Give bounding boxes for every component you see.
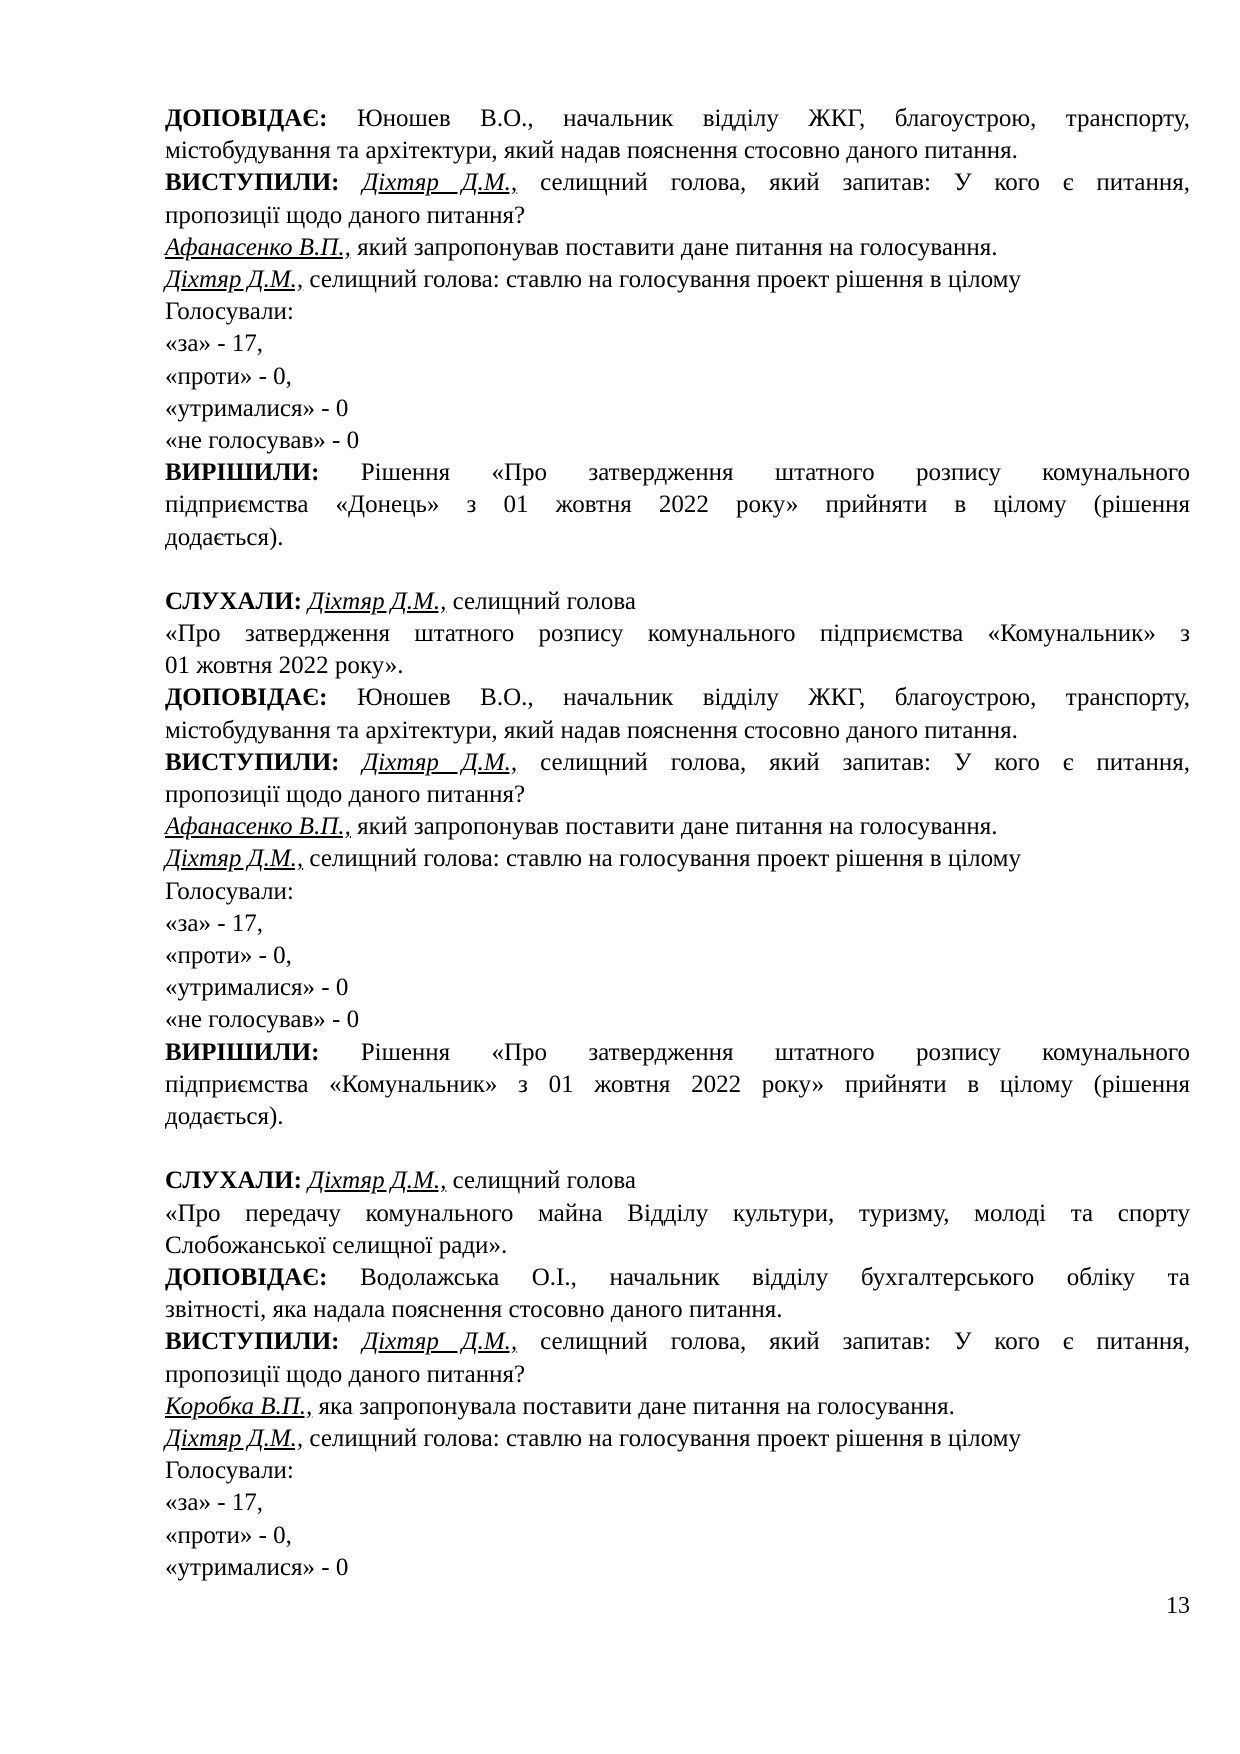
speaker-name: Афанасенко В.П., — [165, 233, 351, 261]
vote-against: «проти» - 0, — [165, 1521, 292, 1549]
speaker-name: Діхтяр Д.М., — [362, 748, 518, 776]
speaker-name: Діхтяр Д.М., — [362, 169, 518, 197]
decision-line: ВИРІШИЛИ: Рішення «Про затвердження штатного розпису комунального — [165, 459, 1190, 487]
speaker-name: Діхтяр Д.М., — [165, 1424, 304, 1452]
voting-heading: Голосували: — [165, 298, 294, 326]
question-line-cont: 01 жовтня 2022 року». — [165, 652, 404, 680]
speakers-line: ВИСТУПИЛИ: Діхтяр Д.М., селищний голова, який запитав: У кого є питання, — [165, 169, 1190, 197]
speaker-name: Діхтяр Д.М., — [165, 266, 304, 294]
vote-against: «проти» - 0, — [165, 362, 292, 390]
vote-abstained: «утрималися» - 0 — [165, 1553, 349, 1581]
speaker-name: Коробка В.П., — [165, 1392, 313, 1420]
question-line-cont: Слобожанської селищної ради». — [165, 1231, 508, 1259]
speaker-name: Діхтяр Д.М., — [362, 1328, 518, 1356]
speakers-line: ВИСТУПИЛИ: Діхтяр Д.М., селищний голова, який запитав: У кого є питання, — [165, 748, 1190, 776]
vote-abstained: «утрималися» - 0 — [165, 394, 349, 422]
vote-call-line: Діхтяр Д.М., селищний голова: ставлю на голосування проект рішення в цілому — [165, 1424, 1021, 1452]
reporter-line-cont: містобудування та архітектури, який надав пояснення стосовно даного питання. — [165, 716, 1018, 744]
vote-for: «за» - 17, — [165, 1489, 264, 1517]
decision-line-end: додається). — [165, 523, 284, 551]
vote-call-line: Діхтяр Д.М., селищний голова: ставлю на голосування проект рішення в цілому — [165, 266, 1021, 294]
vote-not-voted: «не голосував» - 0 — [165, 427, 360, 455]
decision-line: ВИРІШИЛИ: Рішення «Про затвердження штатного розпису комунального — [165, 1038, 1190, 1066]
speaker-name: Афанасенко В.П., — [165, 813, 351, 841]
reporter-line: ДОПОВІДАЄ: Юношев В.О., начальник відділу ЖКГ, благоустрою, транспорту, — [165, 105, 1190, 132]
reporter-line: ДОПОВІДАЄ: Водолажська О.І., начальник відділу бухгалтерського обліку та — [165, 1263, 1190, 1291]
vote-abstained: «утрималися» - 0 — [165, 974, 349, 1002]
speakers-line-cont: пропозиції щодо даного питання? — [165, 1360, 526, 1388]
speaker-name: Діхтяр Д.М., — [308, 587, 447, 615]
page-number: 13 — [1166, 1593, 1190, 1619]
reporter-line: ДОПОВІДАЄ: Юношев В.О., начальник відділу ЖКГ, благоустрою, транспорту, — [165, 684, 1190, 712]
question-line: «Про затвердження штатного розпису комунального підприємства «Комунальник» з — [165, 620, 1190, 648]
vote-not-voted: «не голосував» - 0 — [165, 1006, 360, 1034]
decision-line-cont: підприємства «Донець» з 01 жовтня 2022 року» прийняти в цілому (рішення — [165, 491, 1190, 519]
voting-heading: Голосували: — [165, 1457, 294, 1485]
speaker-name: Діхтяр Д.М., — [165, 845, 304, 873]
vote-for: «за» - 17, — [165, 330, 264, 358]
decision-line-end: додається). — [165, 1103, 284, 1131]
vote-against: «проти» - 0, — [165, 942, 292, 970]
vote-call-line: Діхтяр Д.М., селищний голова: ставлю на голосування проект рішення в цілому — [165, 845, 1021, 873]
voting-heading: Голосували: — [165, 877, 294, 905]
section-gap — [165, 554, 1190, 586]
proposal-line: Афанасенко В.П., який запропонував поставити дане питання на голосування. — [165, 233, 998, 261]
proposal-line: Коробка В.П., яка запропонувала поставити дане питання на голосування. — [165, 1392, 955, 1420]
speaker-name: Діхтяр Д.М., — [308, 1167, 447, 1195]
reporter-line-cont: звітності, яка надала пояснення стосовно даного питання. — [165, 1296, 783, 1324]
question-line: «Про передачу комунального майна Відділу культури, туризму, молоді та спорту — [165, 1199, 1190, 1227]
vote-for: «за» - 17, — [165, 909, 264, 937]
speakers-line-cont: пропозиції щодо даного питання? — [165, 201, 526, 229]
decision-line-cont: підприємства «Комунальник» з 01 жовтня 2022 року» прийняти в цілому (рішення — [165, 1070, 1190, 1098]
speakers-line-cont: пропозиції щодо даного питання? — [165, 781, 526, 809]
proposal-line: Афанасенко В.П., який запропонував поставити дане питання на голосування. — [165, 813, 998, 841]
heard-line: СЛУХАЛИ: Діхтяр Д.М., селищний голова — [165, 587, 636, 615]
document-page — [165, 103, 1190, 1584]
reporter-line-cont: містобудування та архітектури, який надав пояснення стосовно даного питання. — [165, 137, 1018, 165]
section-gap — [165, 1133, 1190, 1165]
heard-line: СЛУХАЛИ: Діхтяр Д.М., селищний голова — [165, 1167, 636, 1195]
speakers-line: ВИСТУПИЛИ: Діхтяр Д.М., селищний голова, який запитав: У кого є питання, — [165, 1328, 1190, 1356]
